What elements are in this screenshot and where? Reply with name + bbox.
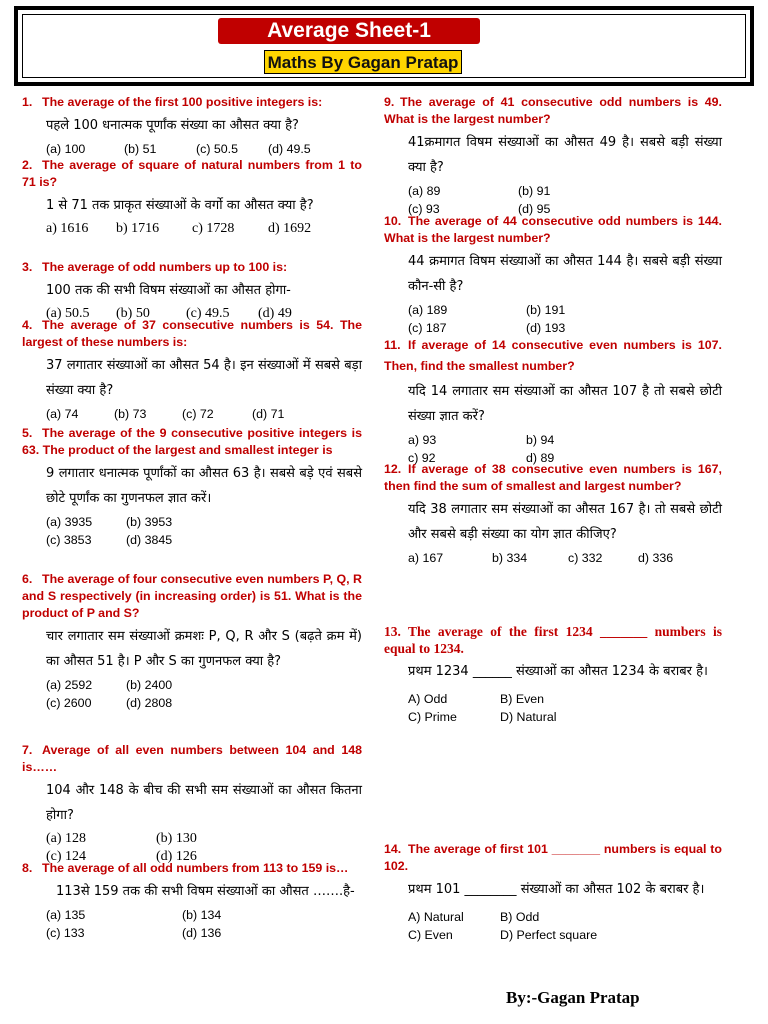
option: (b) 134 <box>182 908 222 922</box>
option: A) Odd <box>408 692 448 706</box>
question-hindi: यदि 38 लगातार सम संख्याओं का औसत 167 है। तो सबसे छोटी और सबसे बड़ी संख्या का योग ज्ञात कीजिए? <box>408 502 722 542</box>
question-10 <box>384 213 722 337</box>
question-text: 9. The average of 41 consecutive odd numbers is 49. What is the largest number? <box>384 95 722 126</box>
question-12 <box>384 461 722 567</box>
option: c) 1728 <box>192 221 235 236</box>
option: (d) 49.5 <box>268 142 311 156</box>
question-2 <box>22 157 362 238</box>
question-text: 5. The average of the 9 consecutive positive integers is 63. The product of the largest and smallest integer is <box>22 426 362 457</box>
question-text: 8. The average of all odd numbers from 113 to 159 is… <box>22 861 349 875</box>
question-hindi: यदि 14 लगातार सम संख्याओं का औसत 107 है तो सबसे छोटी संख्या ज्ञात करें? <box>408 384 722 424</box>
option: B) Even <box>500 692 545 706</box>
option: (b) 91 <box>518 184 551 198</box>
option: (d) 2808 <box>126 696 173 710</box>
question-5 <box>22 425 362 549</box>
option: (c) 72 <box>182 407 214 421</box>
sheet-title: Average Sheet-1 <box>218 18 480 44</box>
option: (d) 3845 <box>126 533 173 547</box>
question-hindi: चार लगातार सम संख्याओं क्रमशः P, Q, R और S (बढ़ते क्रम में) का औसत 51 है। P और S का गुणनफल क्या है? <box>46 629 362 669</box>
question-hindi: 41क्रमागत विषम संख्याओं का औसत 49 है। सबसे बड़ी संख्या क्या है? <box>408 135 722 175</box>
option: (c) 2600 <box>46 696 92 710</box>
question-hindi: 1 से 71 तक प्राकृत संख्याओं के वर्गो का औसत क्या है? <box>46 198 314 213</box>
question-14 <box>384 841 722 944</box>
option: (c) 133 <box>46 926 85 940</box>
option: B) Odd <box>500 910 540 924</box>
option: (d) 136 <box>182 926 222 940</box>
question-text: 6. The average of four consecutive even numbers P, Q, R and S respectively (in increasing order) is 51. What is the product of P and S? <box>22 572 362 620</box>
author-credit: By:-Gagan Pratap <box>506 988 640 1007</box>
question-hindi: 113से 159 तक की सभी विषम संख्याओं का औसत …….है- <box>56 884 355 899</box>
question-7 <box>22 742 362 866</box>
option: c) 332 <box>568 551 603 565</box>
option: (c) 49.5 <box>186 306 230 321</box>
option: c) 92 <box>408 451 436 465</box>
option: (c) 124 <box>46 849 87 864</box>
option: (d) 49 <box>258 306 292 321</box>
question-text: 10. The average of 44 consecutive odd numbers is 144. What is the largest number? <box>384 214 722 245</box>
option: (b) 73 <box>114 407 147 421</box>
option: d) 89 <box>526 451 555 465</box>
question-text: 13. The average of the first 1234 _______ numbers is equal to 1234. <box>384 624 722 656</box>
option: d) 1692 <box>268 221 312 236</box>
option: (b) 130 <box>156 831 197 846</box>
question-text: 3. The average of odd numbers up to 100 is: <box>22 260 288 274</box>
question-hindi: प्रथम 1234 ______ संख्याओं का औसत 1234 के बराबर है। <box>408 664 708 679</box>
option: (a) 135 <box>46 908 86 922</box>
option: (b) 51 <box>124 142 157 156</box>
option: C) Even <box>408 928 453 942</box>
option: (d) 71 <box>252 407 285 421</box>
question-hindi: 104 और 148 के बीच की सभी सम संख्याओं का औसत कितना होगा? <box>46 783 362 823</box>
option: a) 1616 <box>46 221 89 236</box>
option: (d) 95 <box>518 202 551 216</box>
question-hindi: 9 लगातार धनात्मक पूर्णांकों का औसत 63 है। सबसे बड़े एवं सबसे छोटे पूर्णांक का गुणनफल ज्ञात करें। <box>46 466 362 506</box>
option: C) Prime <box>408 710 457 724</box>
option: (a) 100 <box>46 142 86 156</box>
option: b) 1716 <box>116 221 160 236</box>
option: (b) 50 <box>116 306 150 321</box>
question-13 <box>384 623 722 726</box>
option: b) 334 <box>492 551 528 565</box>
option: (d) 126 <box>156 849 197 864</box>
question-hindi: 100 तक की सभी विषम संख्याओं का औसत होगा- <box>46 283 291 298</box>
option: (c) 93 <box>408 202 440 216</box>
option: b) 94 <box>526 433 555 447</box>
question-hindi: पहले 100 धनात्मक पूर्णांक संख्या का औसत क्या है? <box>46 118 299 133</box>
option: (a) 89 <box>408 184 441 198</box>
option: a) 93 <box>408 433 437 447</box>
option: (b) 2400 <box>126 678 173 692</box>
question-text: 11. If average of 14 consecutive even numbers is 107. Then, find the smallest number? <box>384 338 722 373</box>
option: a) 167 <box>408 551 444 565</box>
question-9 <box>384 94 722 218</box>
option: (a) 128 <box>46 831 87 846</box>
question-text: 7. Average of all even numbers between 104 and 148 is…… <box>22 743 362 774</box>
option: (b) 3953 <box>126 515 173 529</box>
option: D) Perfect square <box>500 928 598 942</box>
option: d) 336 <box>638 551 674 565</box>
question-4 <box>22 317 362 423</box>
option: A) Natural <box>408 910 464 924</box>
option: (c) 50.5 <box>196 142 239 156</box>
question-11 <box>384 335 722 467</box>
option: (a) 189 <box>408 303 448 317</box>
sheet-subtitle: Maths By Gagan Pratap <box>264 50 462 74</box>
question-3 <box>22 259 362 323</box>
question-hindi: प्रथम 101 ________ संख्याओं का औसत 102 के बराबर है। <box>408 882 705 897</box>
option: (c) 3853 <box>46 533 92 547</box>
question-6 <box>22 571 362 712</box>
question-text: 1. The average of the first 100 positive integers is: <box>22 95 323 109</box>
option: (a) 3935 <box>46 515 93 529</box>
question-hindi: 37 लगातार संख्याओं का औसत 54 है। इन संख्याओं में सबसे बड़ा संख्या क्या है? <box>46 358 362 398</box>
option: (a) 50.5 <box>46 306 90 321</box>
option: (a) 74 <box>46 407 79 421</box>
question-1 <box>22 94 362 158</box>
question-text: 4. The average of 37 consecutive numbers is 54. The largest of these numbers is: <box>22 318 362 349</box>
question-8 <box>22 860 362 942</box>
option: (a) 2592 <box>46 678 93 692</box>
question-text: 2. The average of square of natural numbers from 1 to 71 is? <box>22 158 362 189</box>
question-hindi: 44 क्रमागत विषम संख्याओं का औसत 144 है। सबसे बड़ी संख्या कौन-सी है? <box>408 254 722 294</box>
option: (c) 187 <box>408 321 447 335</box>
question-text: 14. The average of first 101 _______ numbers is equal to 102. <box>384 842 722 873</box>
question-text: 12. If average of 38 consecutive even numbers is 167, then find the sum of smallest and largest number? <box>384 462 722 493</box>
option: (d) 193 <box>526 321 566 335</box>
option: (b) 191 <box>526 303 566 317</box>
option: D) Natural <box>500 710 557 724</box>
